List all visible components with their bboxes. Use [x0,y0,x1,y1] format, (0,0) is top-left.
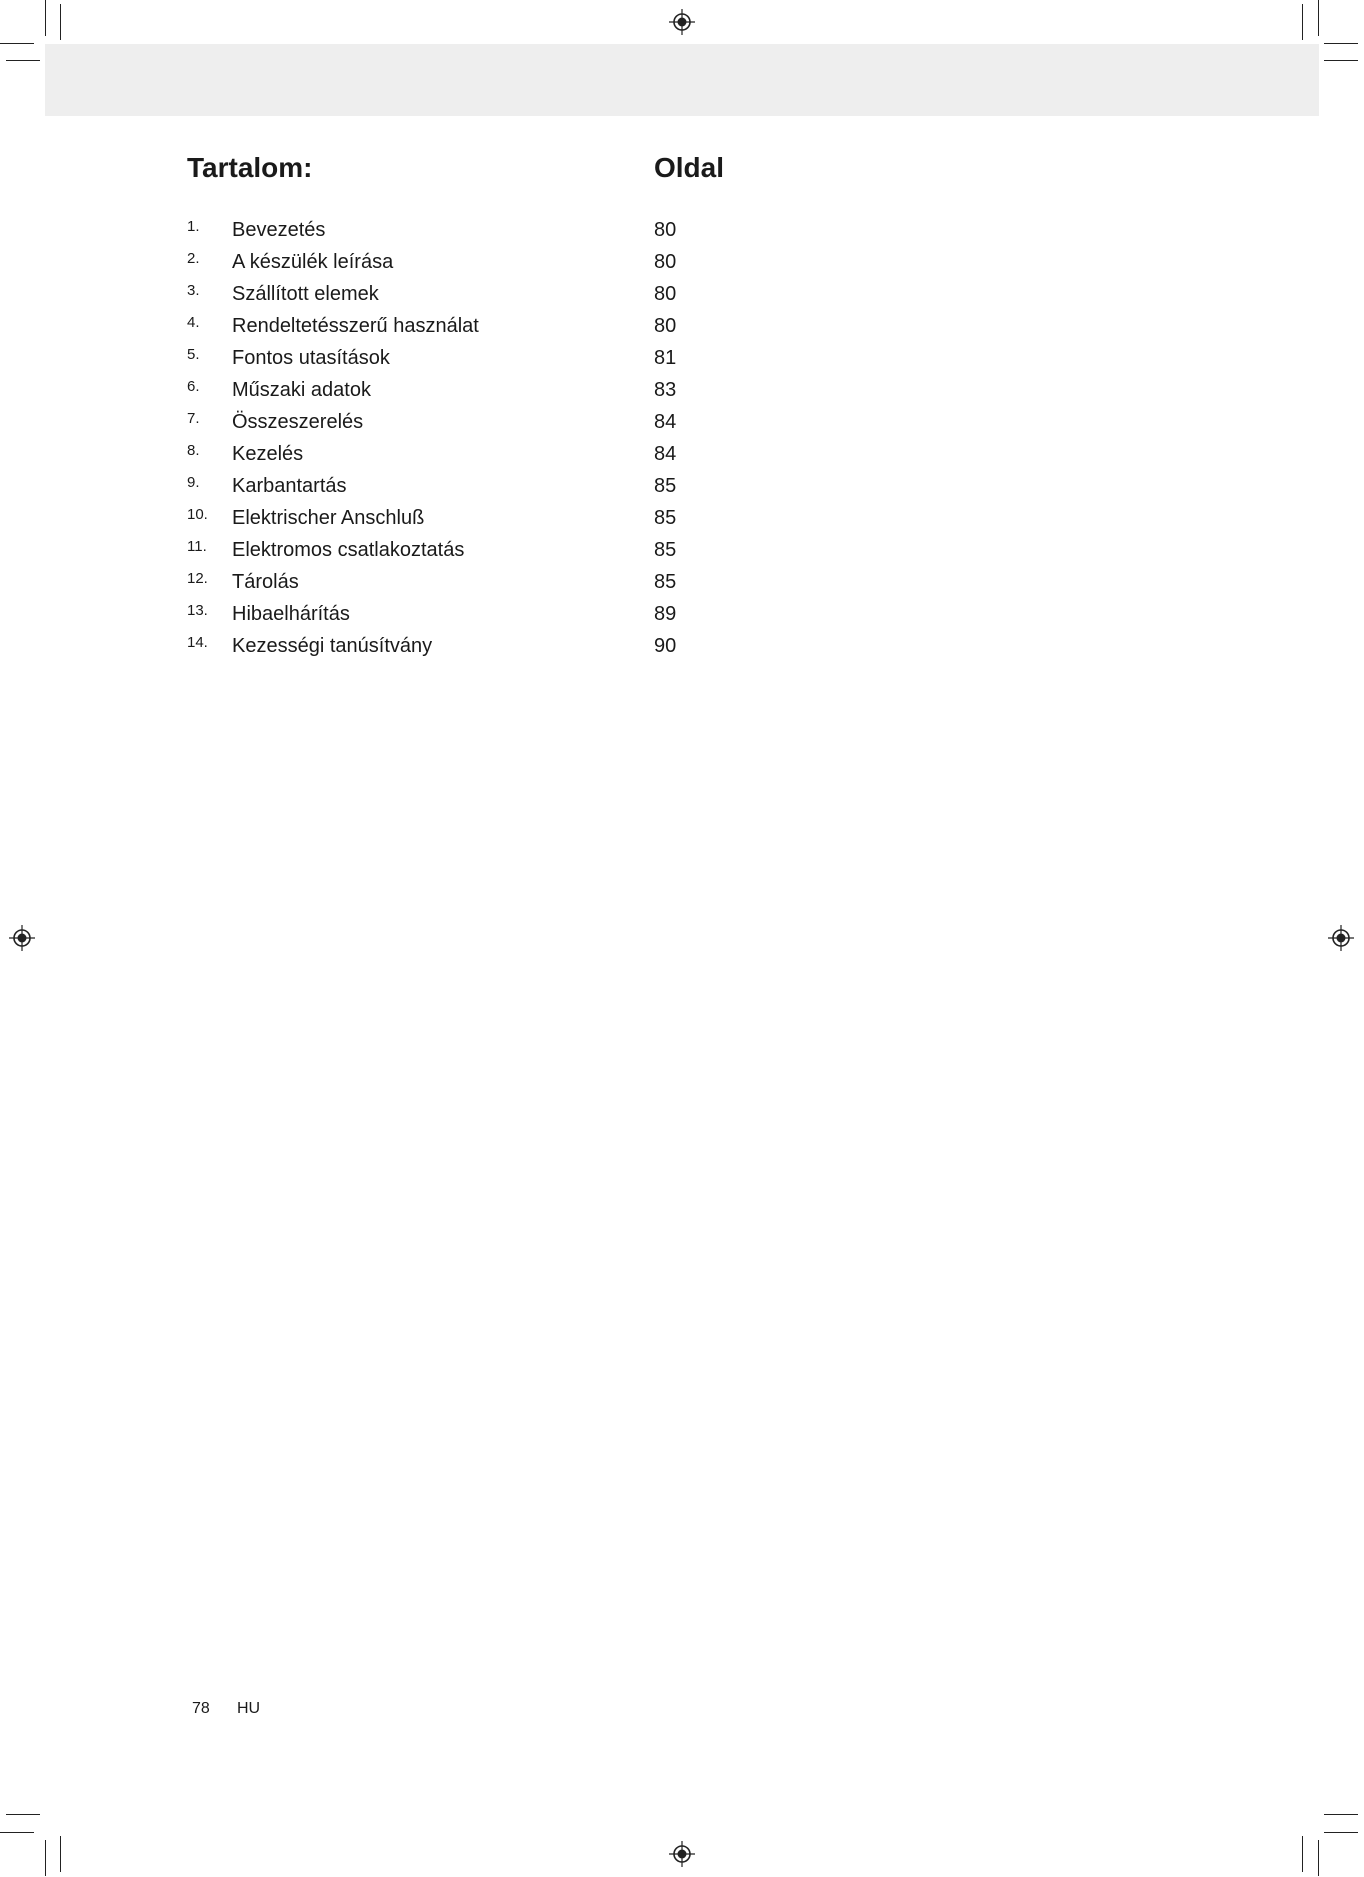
toc-entry-page: 80 [654,219,677,241]
toc-entry-title: Kezelés [232,443,304,465]
toc-entry-title: Műszaki adatok [232,379,371,401]
toc-entry-page: 80 [654,315,677,337]
toc-entry [187,246,887,278]
crop-mark [1324,60,1358,61]
toc-heading: Tartalom: [187,152,313,183]
toc-entry-number: 8. [187,442,200,459]
crop-mark [1324,1814,1358,1815]
toc-entry [187,598,887,630]
toc-entry [187,534,887,566]
toc-entry-number: 5. [187,346,200,363]
crop-mark [1302,1836,1303,1872]
header-band [45,44,1319,116]
toc-entry-number: 7. [187,410,200,427]
toc-entry-number: 4. [187,314,200,331]
crop-mark [6,60,40,61]
crop-mark [45,0,46,36]
toc-entry [187,566,887,598]
crop-mark [1302,4,1303,40]
crop-mark [1324,1832,1358,1833]
toc-entry-title: Bevezetés [232,219,326,241]
toc-list [187,214,887,662]
crop-mark [60,1836,61,1872]
toc-entry-page: 83 [654,379,677,401]
table-of-contents [187,148,887,662]
toc-entry [187,310,887,342]
toc-entry-page: 84 [654,443,677,465]
toc-entry [187,374,887,406]
registration-mark-icon [669,1841,695,1867]
page-number: 78 [192,1700,210,1717]
toc-entry-page: 81 [654,347,677,369]
language-code: HU [237,1700,261,1717]
toc-entry-title: Tárolás [232,571,299,593]
toc-entry-title: Rendeltetésszerű használat [232,315,479,337]
page-column-heading: Oldal [654,152,725,183]
toc-entry-page: 85 [654,475,677,497]
toc-entry-number: 10. [187,506,208,523]
crop-mark [1318,0,1319,36]
toc-entry-page: 84 [654,411,677,433]
toc-header [187,148,887,214]
toc-entry-title: Hibaelhárítás [232,603,350,625]
toc-entry-number: 2. [187,250,200,267]
toc-entry-page: 89 [654,603,677,625]
toc-entry-page: 85 [654,539,677,561]
toc-entry-number: 9. [187,474,200,491]
toc-entry [187,470,887,502]
crop-mark [45,1840,46,1876]
toc-entry-title: Kezességi tanúsítvány [232,635,433,657]
toc-entry-title: Elektromos csatlakoztatás [232,539,465,561]
crop-mark [1324,43,1358,44]
crop-mark [1318,1840,1319,1876]
toc-entry-title: Elektrischer Anschluß [232,507,425,529]
toc-entry [187,438,887,470]
registration-mark-icon [1328,925,1354,951]
crop-mark [6,1814,40,1815]
toc-entry-page: 80 [654,283,677,305]
toc-entry [187,630,887,662]
registration-mark-icon [669,9,695,35]
registration-mark-icon [9,925,35,951]
toc-entry-title: Szállított elemek [232,283,379,305]
toc-entry-page: 80 [654,251,677,273]
toc-entry-title: Fontos utasítások [232,347,390,369]
toc-entry [187,214,887,246]
toc-entry-title: A készülék leírása [232,251,394,273]
toc-entry-page: 90 [654,635,677,657]
toc-entry-number: 1. [187,218,200,235]
crop-mark [0,1832,34,1833]
toc-entry-number: 3. [187,282,200,299]
toc-entry [187,406,887,438]
toc-entry-number: 14. [187,634,208,651]
crop-mark [60,4,61,40]
toc-entry-number: 6. [187,378,200,395]
toc-entry [187,278,887,310]
crop-mark [0,43,34,44]
toc-entry [187,342,887,374]
toc-entry-number: 13. [187,602,208,619]
toc-entry-page: 85 [654,507,677,529]
toc-entry [187,502,887,534]
toc-entry-title: Karbantartás [232,475,347,497]
toc-entry-number: 12. [187,570,208,587]
toc-entry-title: Összeszerelés [232,411,364,433]
toc-entry-page: 85 [654,571,677,593]
toc-entry-number: 11. [187,538,207,555]
